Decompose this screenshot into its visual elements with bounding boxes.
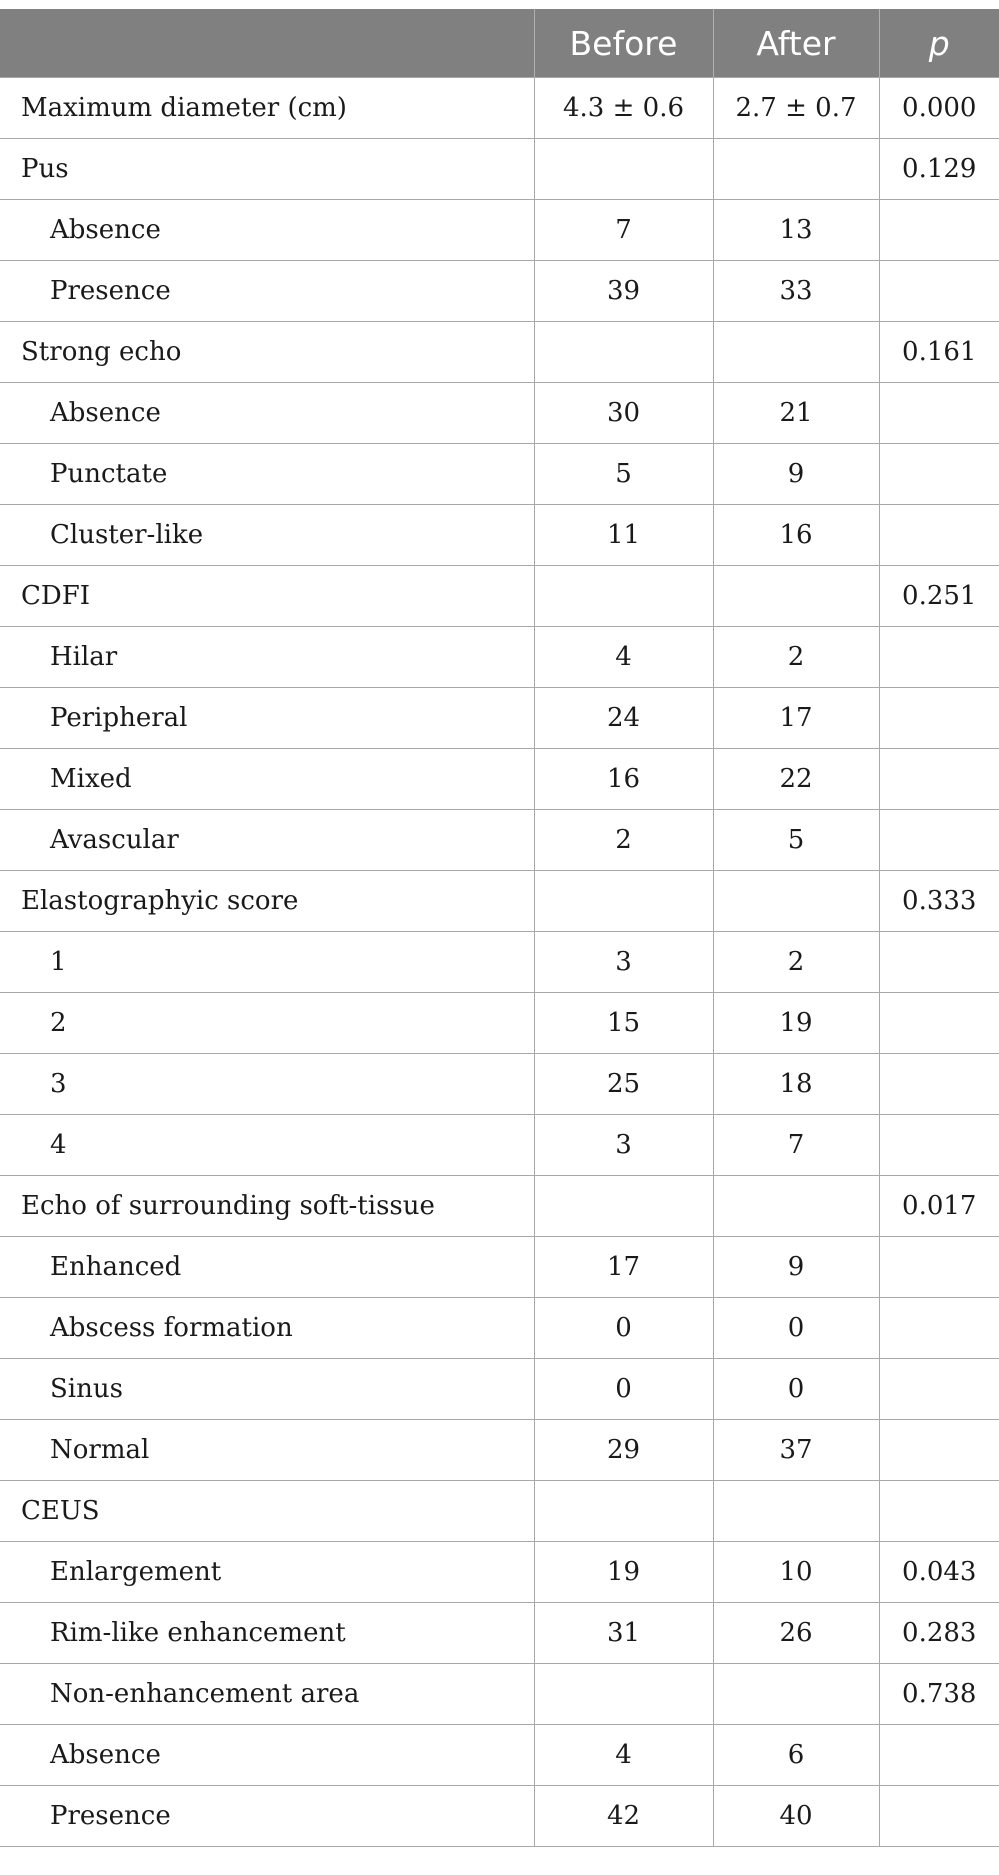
row-label: Enlargement bbox=[0, 1542, 534, 1603]
cell-after bbox=[713, 871, 879, 932]
comparison-table bbox=[0, 9, 999, 1847]
header-before: Before bbox=[534, 9, 713, 78]
table-row bbox=[0, 810, 999, 871]
cell-before: 16 bbox=[534, 749, 713, 810]
table-row bbox=[0, 1664, 999, 1725]
cell-after: 40 bbox=[713, 1786, 879, 1847]
cell-after: 2 bbox=[713, 932, 879, 993]
cell-after bbox=[713, 1664, 879, 1725]
row-label: Absence bbox=[0, 1725, 534, 1786]
row-label: Presence bbox=[0, 1786, 534, 1847]
cell-p-value: 0.129 bbox=[879, 139, 999, 200]
table-row bbox=[0, 1115, 999, 1176]
row-label: 4 bbox=[0, 1115, 534, 1176]
cell-p-value bbox=[879, 1237, 999, 1298]
cell-before: 3 bbox=[534, 932, 713, 993]
cell-after: 7 bbox=[713, 1115, 879, 1176]
cell-after: 0 bbox=[713, 1298, 879, 1359]
row-label: Echo of surrounding soft-tissue bbox=[0, 1176, 534, 1237]
header-p-value: p bbox=[879, 9, 999, 78]
table-row bbox=[0, 78, 999, 139]
cell-p-value: 0.283 bbox=[879, 1603, 999, 1664]
cell-before: 19 bbox=[534, 1542, 713, 1603]
cell-p-value bbox=[879, 810, 999, 871]
table-row bbox=[0, 688, 999, 749]
row-label: Rim-like enhancement bbox=[0, 1603, 534, 1664]
row-label: Enhanced bbox=[0, 1237, 534, 1298]
cell-before bbox=[534, 566, 713, 627]
table-row bbox=[0, 1603, 999, 1664]
cell-p-value bbox=[879, 1786, 999, 1847]
cell-after: 0 bbox=[713, 1359, 879, 1420]
cell-before bbox=[534, 1481, 713, 1542]
cell-after: 17 bbox=[713, 688, 879, 749]
cell-p-value bbox=[879, 383, 999, 444]
cell-after: 22 bbox=[713, 749, 879, 810]
cell-before bbox=[534, 1664, 713, 1725]
cell-p-value: 0.017 bbox=[879, 1176, 999, 1237]
table-row bbox=[0, 1176, 999, 1237]
cell-before: 4 bbox=[534, 1725, 713, 1786]
cell-p-value bbox=[879, 1420, 999, 1481]
table-row bbox=[0, 322, 999, 383]
cell-p-value bbox=[879, 749, 999, 810]
cell-p-value bbox=[879, 1359, 999, 1420]
row-label: Sinus bbox=[0, 1359, 534, 1420]
table-row bbox=[0, 566, 999, 627]
cell-after: 16 bbox=[713, 505, 879, 566]
cell-p-value bbox=[879, 627, 999, 688]
cell-p-value bbox=[879, 932, 999, 993]
cell-after: 6 bbox=[713, 1725, 879, 1786]
header-row bbox=[0, 9, 999, 78]
table-row bbox=[0, 139, 999, 200]
cell-p-value bbox=[879, 688, 999, 749]
cell-p-value bbox=[879, 1725, 999, 1786]
row-label: Normal bbox=[0, 1420, 534, 1481]
cell-after: 33 bbox=[713, 261, 879, 322]
row-label: 2 bbox=[0, 993, 534, 1054]
table-row bbox=[0, 1786, 999, 1847]
row-label: Maximum diameter (cm) bbox=[0, 78, 534, 139]
table-row bbox=[0, 261, 999, 322]
cell-p-value bbox=[879, 261, 999, 322]
cell-before bbox=[534, 322, 713, 383]
cell-before: 25 bbox=[534, 1054, 713, 1115]
row-label: Elastographyic score bbox=[0, 871, 534, 932]
table-row bbox=[0, 993, 999, 1054]
cell-p-value bbox=[879, 1481, 999, 1542]
cell-before: 29 bbox=[534, 1420, 713, 1481]
cell-p-value: 0.738 bbox=[879, 1664, 999, 1725]
table-row bbox=[0, 749, 999, 810]
table-row bbox=[0, 383, 999, 444]
row-label: Cluster-like bbox=[0, 505, 534, 566]
cell-before: 3 bbox=[534, 1115, 713, 1176]
cell-after bbox=[713, 322, 879, 383]
row-label: Non-enhancement area bbox=[0, 1664, 534, 1725]
row-label: CEUS bbox=[0, 1481, 534, 1542]
cell-p-value: 0.000 bbox=[879, 78, 999, 139]
cell-before: 15 bbox=[534, 993, 713, 1054]
table-header bbox=[0, 9, 999, 78]
cell-before bbox=[534, 139, 713, 200]
table-row bbox=[0, 444, 999, 505]
cell-before: 31 bbox=[534, 1603, 713, 1664]
cell-before: 24 bbox=[534, 688, 713, 749]
table-row bbox=[0, 200, 999, 261]
cell-after: 9 bbox=[713, 444, 879, 505]
row-label: Hilar bbox=[0, 627, 534, 688]
cell-before: 4.3 ± 0.6 bbox=[534, 78, 713, 139]
cell-p-value: 0.161 bbox=[879, 322, 999, 383]
cell-before: 0 bbox=[534, 1359, 713, 1420]
cell-p-value bbox=[879, 1054, 999, 1115]
cell-before: 39 bbox=[534, 261, 713, 322]
row-label: Peripheral bbox=[0, 688, 534, 749]
cell-before: 11 bbox=[534, 505, 713, 566]
cell-before: 17 bbox=[534, 1237, 713, 1298]
cell-p-value bbox=[879, 1298, 999, 1359]
cell-before: 7 bbox=[534, 200, 713, 261]
cell-before: 4 bbox=[534, 627, 713, 688]
cell-before: 5 bbox=[534, 444, 713, 505]
row-label: Avascular bbox=[0, 810, 534, 871]
row-label: Abscess formation bbox=[0, 1298, 534, 1359]
table-row bbox=[0, 932, 999, 993]
cell-p-value bbox=[879, 444, 999, 505]
table-row bbox=[0, 1237, 999, 1298]
cell-after: 9 bbox=[713, 1237, 879, 1298]
cell-before: 0 bbox=[534, 1298, 713, 1359]
cell-before bbox=[534, 1176, 713, 1237]
cell-after: 37 bbox=[713, 1420, 879, 1481]
cell-p-value bbox=[879, 200, 999, 261]
header-variable bbox=[0, 9, 534, 78]
cell-after: 2.7 ± 0.7 bbox=[713, 78, 879, 139]
cell-after bbox=[713, 1481, 879, 1542]
table-row bbox=[0, 1298, 999, 1359]
cell-after: 2 bbox=[713, 627, 879, 688]
cell-after: 18 bbox=[713, 1054, 879, 1115]
cell-before: 42 bbox=[534, 1786, 713, 1847]
cell-before: 2 bbox=[534, 810, 713, 871]
row-label: Punctate bbox=[0, 444, 534, 505]
row-label: 3 bbox=[0, 1054, 534, 1115]
cell-p-value: 0.333 bbox=[879, 871, 999, 932]
table-row bbox=[0, 1420, 999, 1481]
cell-p-value bbox=[879, 505, 999, 566]
table-row bbox=[0, 1542, 999, 1603]
cell-after: 21 bbox=[713, 383, 879, 444]
cell-after: 26 bbox=[713, 1603, 879, 1664]
cell-p-value: 0.251 bbox=[879, 566, 999, 627]
table-row bbox=[0, 871, 999, 932]
cell-p-value: 0.043 bbox=[879, 1542, 999, 1603]
table-row bbox=[0, 1725, 999, 1786]
row-label: Mixed bbox=[0, 749, 534, 810]
row-label: Presence bbox=[0, 261, 534, 322]
row-label: Pus bbox=[0, 139, 534, 200]
cell-before: 30 bbox=[534, 383, 713, 444]
cell-after: 13 bbox=[713, 200, 879, 261]
row-label: Strong echo bbox=[0, 322, 534, 383]
table-row bbox=[0, 1054, 999, 1115]
cell-after: 10 bbox=[713, 1542, 879, 1603]
cell-after bbox=[713, 566, 879, 627]
cell-after: 19 bbox=[713, 993, 879, 1054]
table-row bbox=[0, 627, 999, 688]
table-row bbox=[0, 1359, 999, 1420]
table-row bbox=[0, 505, 999, 566]
cell-before bbox=[534, 871, 713, 932]
cell-p-value bbox=[879, 1115, 999, 1176]
header-after: After bbox=[713, 9, 879, 78]
cell-p-value bbox=[879, 993, 999, 1054]
cell-after bbox=[713, 139, 879, 200]
row-label: Absence bbox=[0, 383, 534, 444]
table-row bbox=[0, 1481, 999, 1542]
cell-after: 5 bbox=[713, 810, 879, 871]
row-label: Absence bbox=[0, 200, 534, 261]
row-label: 1 bbox=[0, 932, 534, 993]
row-label: CDFI bbox=[0, 566, 534, 627]
cell-after bbox=[713, 1176, 879, 1237]
table-body bbox=[0, 78, 999, 1847]
